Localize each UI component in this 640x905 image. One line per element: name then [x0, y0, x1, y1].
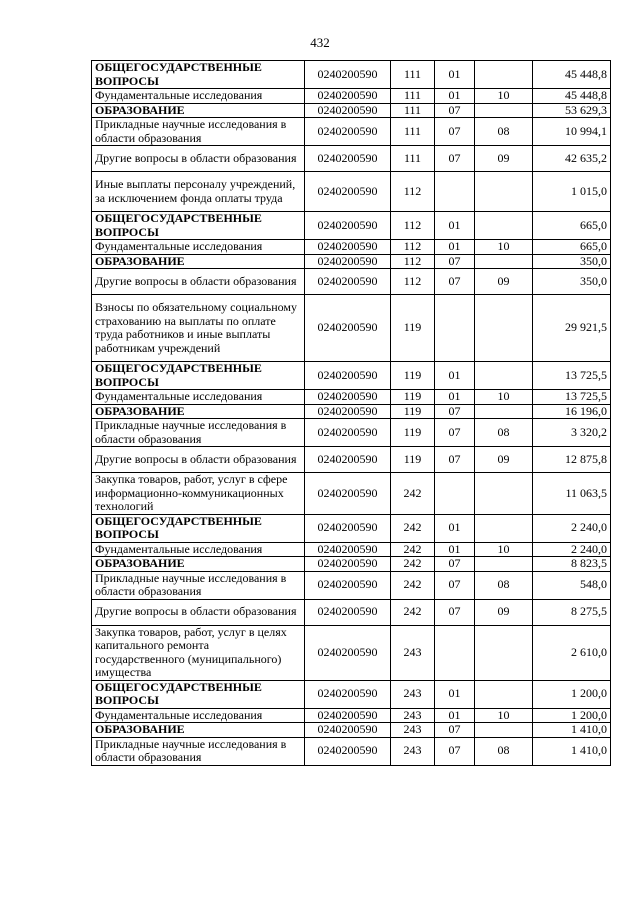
row-name: Фундаментальные исследования	[92, 390, 305, 405]
row-section: 07	[435, 404, 475, 419]
row-target-code: 0240200590	[305, 61, 391, 89]
row-name: ОБЩЕГОСУДАРСТВЕННЫЕ ВОПРОСЫ	[92, 61, 305, 89]
row-section: 01	[435, 390, 475, 405]
row-name: Закупка товаров, работ, услуг в сфере информационно-коммуникационных технологий	[92, 473, 305, 515]
row-amount: 45 448,8	[533, 61, 611, 89]
row-amount: 2 240,0	[533, 542, 611, 557]
row-target-code: 0240200590	[305, 103, 391, 118]
row-amount: 3 320,2	[533, 419, 611, 447]
row-amount: 1 200,0	[533, 680, 611, 708]
row-target-code: 0240200590	[305, 680, 391, 708]
row-name: ОБЩЕГОСУДАРСТВЕННЫЕ ВОПРОСЫ	[92, 514, 305, 542]
row-expense-type: 111	[391, 146, 435, 172]
row-expense-type: 242	[391, 599, 435, 625]
row-target-code: 0240200590	[305, 212, 391, 240]
row-amount: 1 015,0	[533, 172, 611, 212]
row-target-code: 0240200590	[305, 240, 391, 255]
row-expense-type: 112	[391, 172, 435, 212]
row-subsection	[475, 404, 533, 419]
row-section: 01	[435, 680, 475, 708]
row-subsection	[475, 212, 533, 240]
row-subsection: 09	[475, 146, 533, 172]
row-expense-type: 243	[391, 737, 435, 765]
row-name: Закупка товаров, работ, услуг в целях капитального ремонта государственного (муниципального) имущества	[92, 625, 305, 680]
row-section: 07	[435, 254, 475, 269]
row-expense-type: 119	[391, 404, 435, 419]
row-amount: 2 610,0	[533, 625, 611, 680]
row-section: 01	[435, 240, 475, 255]
row-amount: 12 875,8	[533, 447, 611, 473]
row-section: 07	[435, 146, 475, 172]
row-expense-type: 112	[391, 212, 435, 240]
row-name: ОБРАЗОВАНИЕ	[92, 723, 305, 738]
row-subsection: 10	[475, 89, 533, 104]
row-amount: 13 725,5	[533, 390, 611, 405]
row-section: 01	[435, 212, 475, 240]
row-subsection	[475, 557, 533, 572]
row-amount: 16 196,0	[533, 404, 611, 419]
row-name: Фундаментальные исследования	[92, 542, 305, 557]
table-row	[92, 390, 611, 405]
row-amount: 8 275,5	[533, 599, 611, 625]
row-target-code: 0240200590	[305, 254, 391, 269]
row-target-code: 0240200590	[305, 737, 391, 765]
row-amount: 1 410,0	[533, 737, 611, 765]
row-amount: 1 200,0	[533, 708, 611, 723]
row-subsection	[475, 473, 533, 515]
row-expense-type: 243	[391, 723, 435, 738]
row-expense-type: 119	[391, 295, 435, 362]
row-target-code: 0240200590	[305, 390, 391, 405]
row-amount: 8 823,5	[533, 557, 611, 572]
table-row	[92, 146, 611, 172]
table-row	[92, 708, 611, 723]
row-subsection: 09	[475, 599, 533, 625]
row-section: 01	[435, 708, 475, 723]
table-row	[92, 625, 611, 680]
row-name: Прикладные научные исследования в области образования	[92, 571, 305, 599]
table-row	[92, 571, 611, 599]
row-section	[435, 473, 475, 515]
row-expense-type: 243	[391, 625, 435, 680]
row-expense-type: 119	[391, 447, 435, 473]
table-row	[92, 254, 611, 269]
budget-table-body	[92, 61, 611, 766]
row-section: 07	[435, 557, 475, 572]
row-name: Другие вопросы в области образования	[92, 146, 305, 172]
row-section	[435, 625, 475, 680]
row-name: Прикладные научные исследования в области образования	[92, 118, 305, 146]
row-subsection: 08	[475, 571, 533, 599]
row-section: 07	[435, 447, 475, 473]
row-amount: 665,0	[533, 240, 611, 255]
table-row	[92, 723, 611, 738]
row-expense-type: 111	[391, 89, 435, 104]
row-name: ОБРАЗОВАНИЕ	[92, 557, 305, 572]
row-amount: 11 063,5	[533, 473, 611, 515]
row-section	[435, 172, 475, 212]
table-row	[92, 362, 611, 390]
table-row	[92, 103, 611, 118]
row-name: Другие вопросы в области образования	[92, 447, 305, 473]
row-amount: 42 635,2	[533, 146, 611, 172]
row-expense-type: 242	[391, 542, 435, 557]
row-section: 01	[435, 89, 475, 104]
row-section: 01	[435, 61, 475, 89]
row-name: ОБРАЗОВАНИЕ	[92, 404, 305, 419]
row-subsection	[475, 625, 533, 680]
row-name: Фундаментальные исследования	[92, 708, 305, 723]
row-amount: 53 629,3	[533, 103, 611, 118]
table-row	[92, 240, 611, 255]
row-name: ОБРАЗОВАНИЕ	[92, 103, 305, 118]
row-subsection	[475, 172, 533, 212]
row-name: ОБРАЗОВАНИЕ	[92, 254, 305, 269]
table-row	[92, 212, 611, 240]
row-amount: 1 410,0	[533, 723, 611, 738]
row-section: 07	[435, 737, 475, 765]
row-target-code: 0240200590	[305, 118, 391, 146]
row-name: ОБЩЕГОСУДАРСТВЕННЫЕ ВОПРОСЫ	[92, 680, 305, 708]
table-row	[92, 473, 611, 515]
table-row	[92, 680, 611, 708]
row-expense-type: 242	[391, 571, 435, 599]
table-row	[92, 61, 611, 89]
row-name: Прикладные научные исследования в области образования	[92, 419, 305, 447]
row-expense-type: 112	[391, 254, 435, 269]
row-target-code: 0240200590	[305, 473, 391, 515]
row-subsection: 10	[475, 708, 533, 723]
table-row	[92, 737, 611, 765]
row-section: 01	[435, 514, 475, 542]
table-row	[92, 295, 611, 362]
row-subsection	[475, 514, 533, 542]
row-subsection	[475, 254, 533, 269]
row-amount: 665,0	[533, 212, 611, 240]
row-section: 07	[435, 723, 475, 738]
table-row	[92, 542, 611, 557]
row-subsection: 08	[475, 419, 533, 447]
row-amount: 2 240,0	[533, 514, 611, 542]
row-expense-type: 112	[391, 269, 435, 295]
row-target-code: 0240200590	[305, 172, 391, 212]
row-subsection	[475, 295, 533, 362]
row-expense-type: 243	[391, 708, 435, 723]
row-target-code: 0240200590	[305, 146, 391, 172]
row-amount: 10 994,1	[533, 118, 611, 146]
row-amount: 350,0	[533, 269, 611, 295]
row-subsection: 08	[475, 118, 533, 146]
row-section: 07	[435, 599, 475, 625]
row-target-code: 0240200590	[305, 404, 391, 419]
row-section: 01	[435, 542, 475, 557]
row-amount: 350,0	[533, 254, 611, 269]
row-subsection	[475, 61, 533, 89]
row-subsection	[475, 723, 533, 738]
row-section: 07	[435, 103, 475, 118]
row-target-code: 0240200590	[305, 542, 391, 557]
row-subsection	[475, 680, 533, 708]
row-target-code: 0240200590	[305, 447, 391, 473]
row-target-code: 0240200590	[305, 723, 391, 738]
row-expense-type: 242	[391, 557, 435, 572]
row-target-code: 0240200590	[305, 625, 391, 680]
row-subsection: 08	[475, 737, 533, 765]
row-name: Иные выплаты персоналу учреждений, за исключением фонда оплаты труда	[92, 172, 305, 212]
row-name: Другие вопросы в области образования	[92, 599, 305, 625]
table-row	[92, 172, 611, 212]
row-section: 01	[435, 362, 475, 390]
row-expense-type: 119	[391, 362, 435, 390]
table-row	[92, 514, 611, 542]
row-expense-type: 242	[391, 514, 435, 542]
row-section: 07	[435, 269, 475, 295]
row-subsection	[475, 362, 533, 390]
row-name: Взносы по обязательному социальному страхованию на выплаты по оплате труда работников и иные выплаты работникам учреждений	[92, 295, 305, 362]
row-subsection	[475, 103, 533, 118]
row-name: ОБЩЕГОСУДАРСТВЕННЫЕ ВОПРОСЫ	[92, 362, 305, 390]
row-target-code: 0240200590	[305, 557, 391, 572]
row-expense-type: 119	[391, 419, 435, 447]
row-name: Фундаментальные исследования	[92, 240, 305, 255]
row-section: 07	[435, 571, 475, 599]
row-amount: 29 921,5	[533, 295, 611, 362]
row-expense-type: 111	[391, 61, 435, 89]
row-subsection: 10	[475, 240, 533, 255]
row-target-code: 0240200590	[305, 571, 391, 599]
row-target-code: 0240200590	[305, 419, 391, 447]
budget-table	[91, 60, 611, 766]
row-target-code: 0240200590	[305, 269, 391, 295]
row-name: Фундаментальные исследования	[92, 89, 305, 104]
table-row	[92, 89, 611, 104]
row-section: 07	[435, 419, 475, 447]
row-subsection: 09	[475, 447, 533, 473]
row-subsection: 10	[475, 542, 533, 557]
page-number: 432	[310, 35, 330, 50]
row-expense-type: 111	[391, 103, 435, 118]
row-amount: 548,0	[533, 571, 611, 599]
table-row	[92, 447, 611, 473]
row-subsection: 09	[475, 269, 533, 295]
table-row	[92, 269, 611, 295]
row-name: ОБЩЕГОСУДАРСТВЕННЫЕ ВОПРОСЫ	[92, 212, 305, 240]
row-section: 07	[435, 118, 475, 146]
row-target-code: 0240200590	[305, 295, 391, 362]
row-name: Прикладные научные исследования в области образования	[92, 737, 305, 765]
row-section	[435, 295, 475, 362]
row-name: Другие вопросы в области образования	[92, 269, 305, 295]
table-row	[92, 557, 611, 572]
row-expense-type: 243	[391, 680, 435, 708]
row-expense-type: 111	[391, 118, 435, 146]
row-target-code: 0240200590	[305, 362, 391, 390]
row-expense-type: 112	[391, 240, 435, 255]
table-row	[92, 599, 611, 625]
row-target-code: 0240200590	[305, 599, 391, 625]
row-amount: 13 725,5	[533, 362, 611, 390]
row-target-code: 0240200590	[305, 708, 391, 723]
row-expense-type: 242	[391, 473, 435, 515]
table-row	[92, 404, 611, 419]
row-target-code: 0240200590	[305, 514, 391, 542]
row-expense-type: 119	[391, 390, 435, 405]
table-row	[92, 419, 611, 447]
row-amount: 45 448,8	[533, 89, 611, 104]
row-subsection: 10	[475, 390, 533, 405]
table-row	[92, 118, 611, 146]
row-target-code: 0240200590	[305, 89, 391, 104]
